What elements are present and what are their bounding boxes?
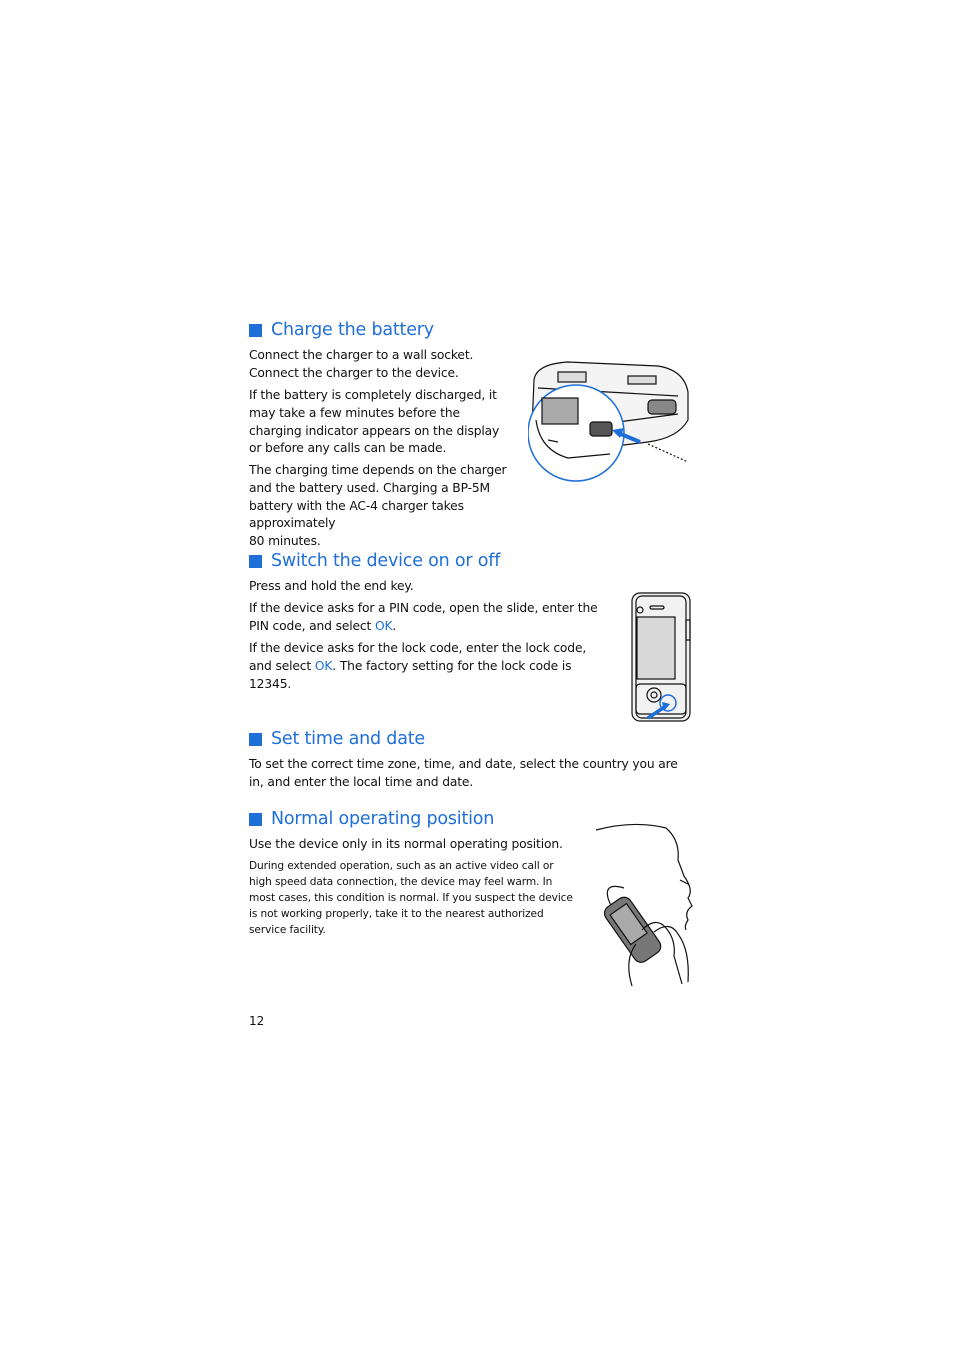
time-paragraph-1: To set the correct time zone, time, and date, select the country you are in, and enter the local time and date. xyxy=(249,757,678,789)
power-p3-end: . The factory setting for the lock code is 12345. xyxy=(249,658,572,691)
heading-square-icon xyxy=(249,813,262,826)
heading-text: Normal operating position xyxy=(271,809,495,829)
charger-connection-illustration xyxy=(528,358,698,486)
charge-paragraph-3-text: The charging time depends on the charger and the battery used. Charging a BP-5M battery with the AC-4 charger takes approximately xyxy=(249,463,507,531)
heading-square-icon xyxy=(249,324,262,337)
heading-text: Charge the battery xyxy=(271,320,434,340)
charge-paragraph-3 xyxy=(249,462,511,551)
heading-text: Switch the device on or off xyxy=(271,551,501,571)
heading-square-icon xyxy=(249,733,262,746)
heading-normal-position xyxy=(249,809,494,829)
heading-text: Set time and date xyxy=(271,729,425,749)
ok-link[interactable]: OK xyxy=(374,618,393,633)
charge-paragraph-1: Connect the charger to a wall socket. Connect the charger to the device. xyxy=(249,348,474,380)
position-paragraph-1: Use the device only in its normal operating position. xyxy=(249,837,563,851)
phone-end-key-illustration xyxy=(628,590,696,726)
power-paragraph-3 xyxy=(249,640,599,693)
heading-set-time-date xyxy=(249,729,425,749)
heading-switch-device xyxy=(249,551,500,571)
power-p2-end: . xyxy=(392,618,397,633)
head-holding-phone-illustration xyxy=(594,820,698,988)
power-paragraph-2 xyxy=(249,600,599,636)
heading-square-icon xyxy=(249,555,262,568)
power-paragraph-1: Press and hold the end key. xyxy=(249,579,414,593)
position-paragraph-2: During extended operation, such as an active video call or high speed data connection, the device may feel warm. In most cases, this condition is normal. If you suspect the device is not working properly, take it to the nearest authorized service facility. xyxy=(249,860,573,936)
power-p2-text: If the device asks for a PIN code, open the slide, enter the PIN code, and select xyxy=(249,601,598,633)
charge-paragraph-2: If the battery is completely discharged, it may take a few minutes before the charging indicator appears on the display or before any calls can be made. xyxy=(249,388,500,456)
charge-paragraph-3-end: 80 minutes. xyxy=(249,534,321,549)
heading-charge-battery xyxy=(249,320,434,340)
ok-link[interactable]: OK xyxy=(314,658,333,673)
page-number: 12 xyxy=(249,1014,265,1028)
power-p3-text: If the device asks for the lock code, enter the lock code, and select xyxy=(249,641,587,673)
